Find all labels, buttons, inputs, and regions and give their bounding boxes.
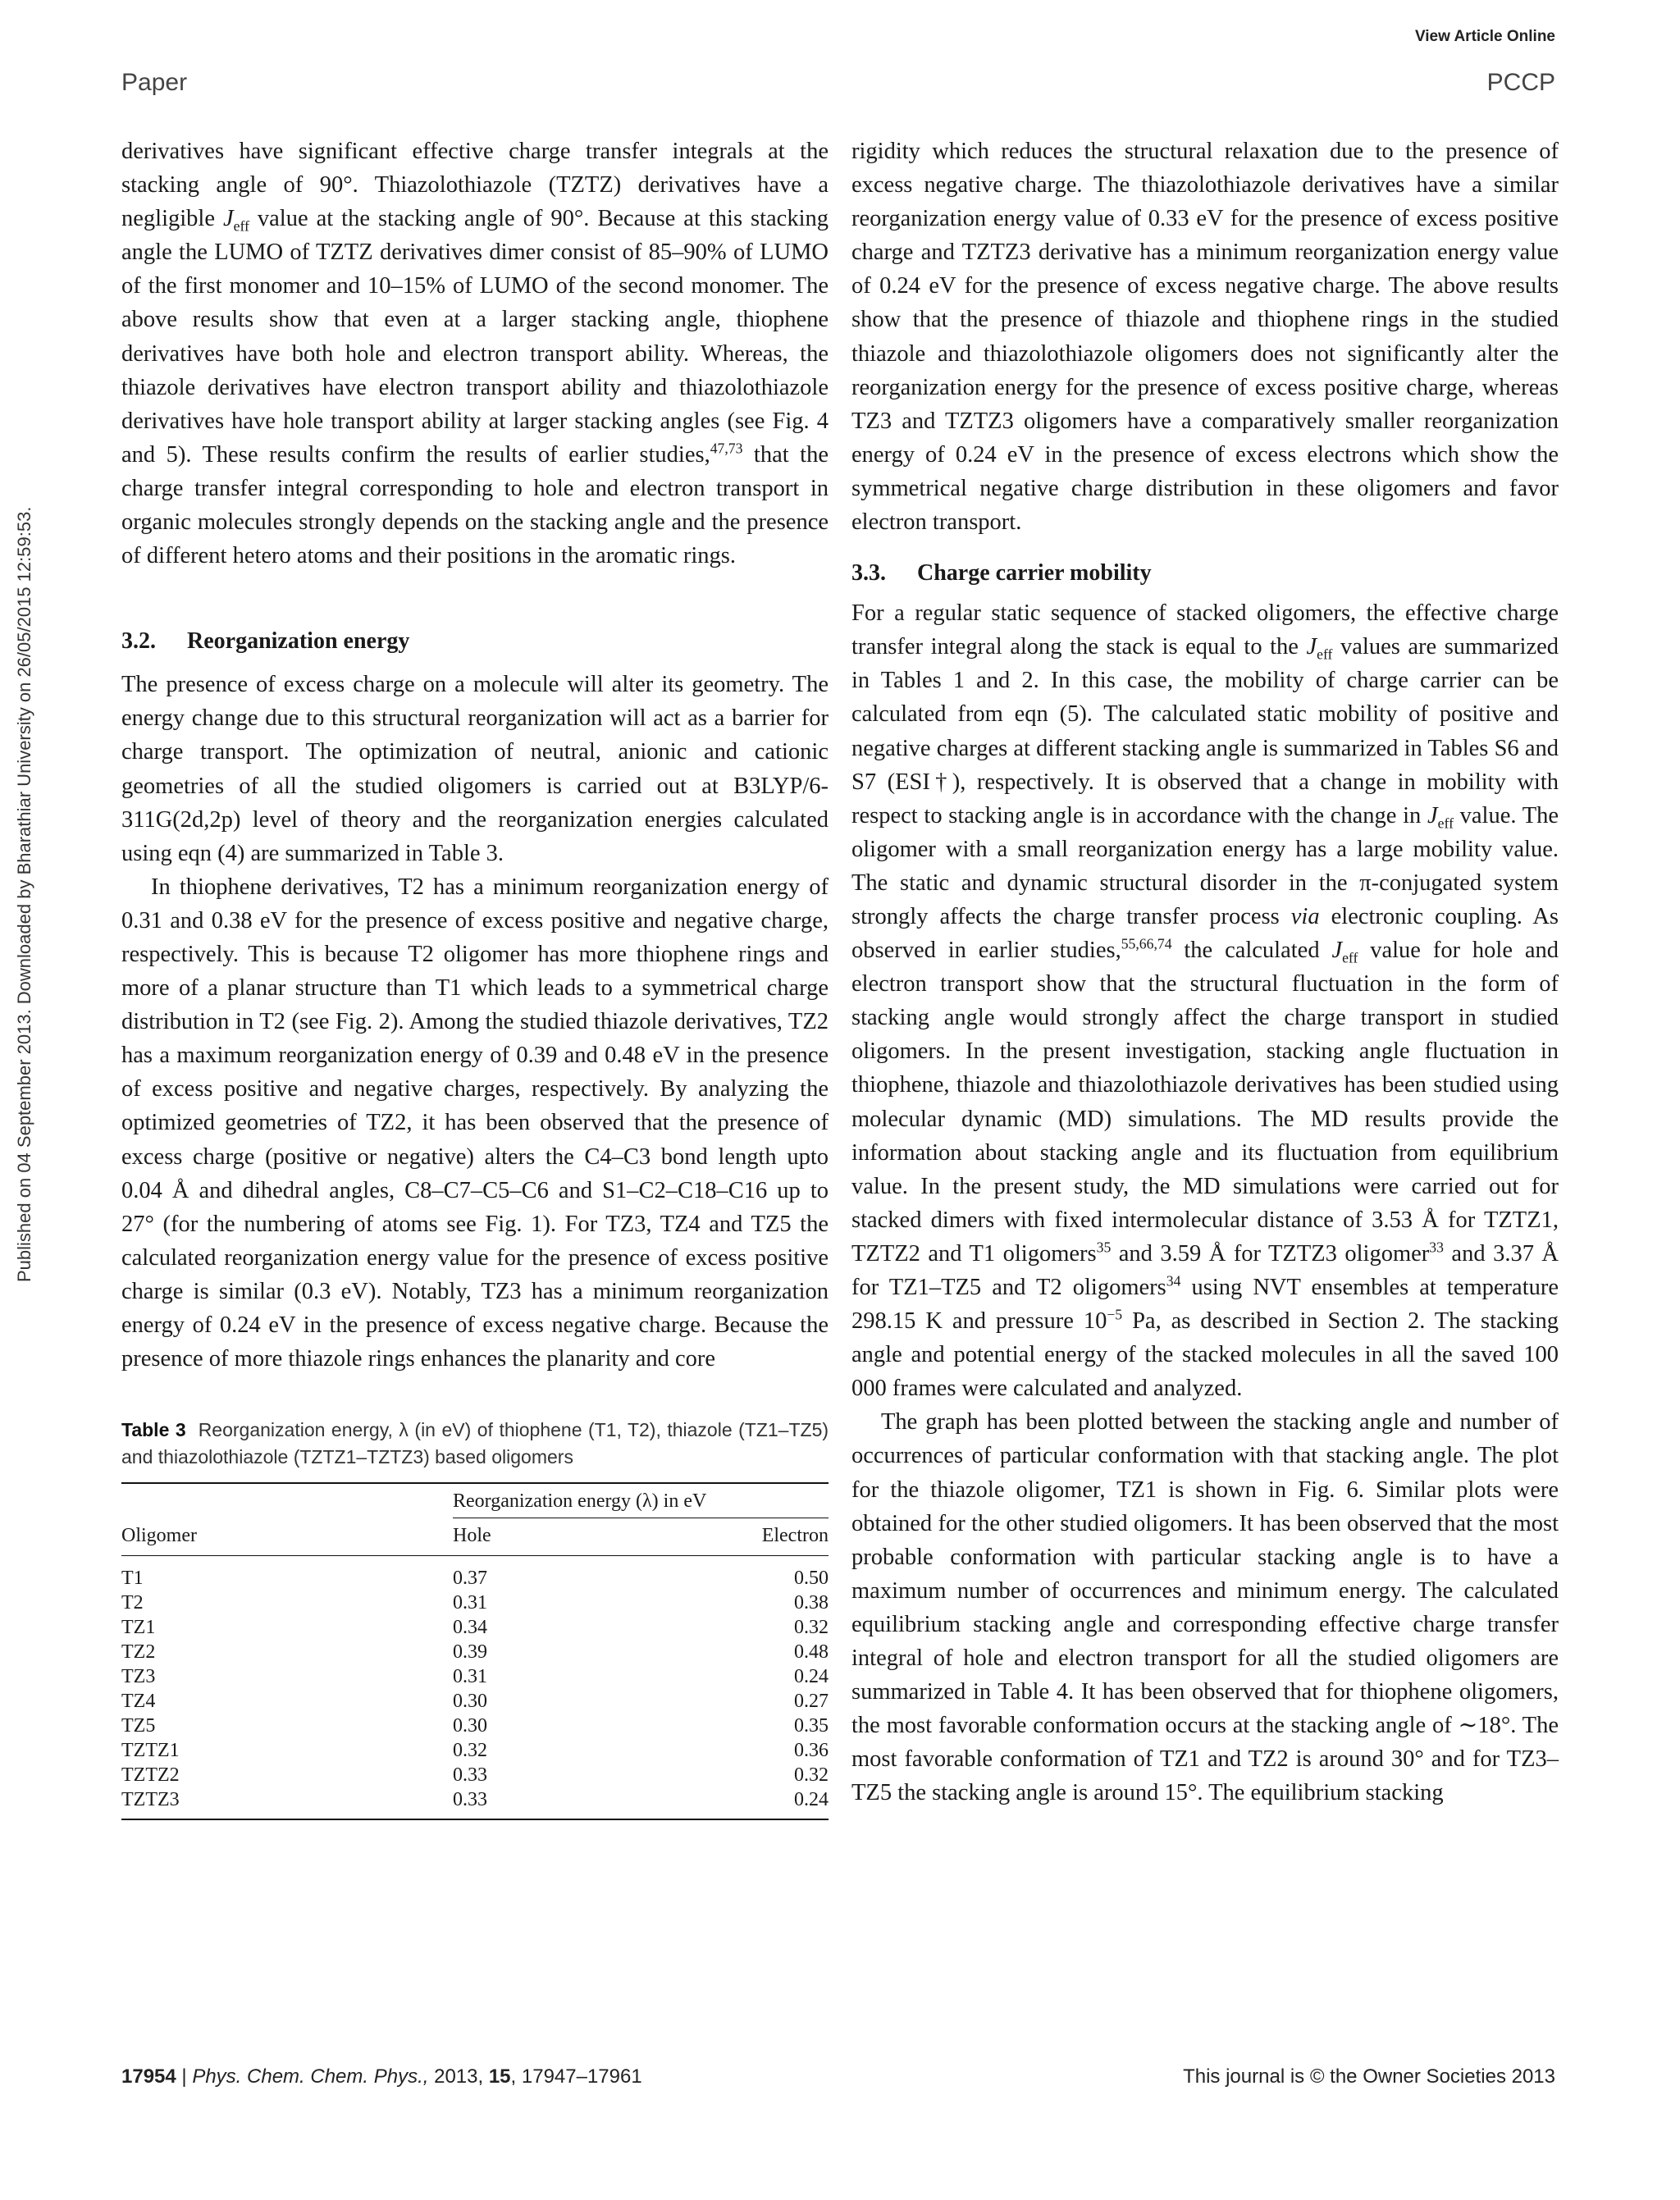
table-row <box>121 1591 829 1615</box>
cell-hole: 0.31 <box>453 1666 487 1688</box>
cell-electron: 0.32 <box>794 1764 829 1787</box>
cell-electron: 0.35 <box>794 1715 829 1737</box>
col-header-electron: Electron <box>761 1525 829 1547</box>
table-row <box>121 1664 829 1689</box>
table-row <box>121 1763 829 1787</box>
cell-oligomer: TZ1 <box>121 1617 156 1639</box>
section-heading-3-2: 3.2. Reorganization energy <box>121 628 410 655</box>
right-paragraph-1: rigidity which reduces the structural relaxation due to the presence of excess negative charge. The thiazolothiazole derivatives have a similar reorganization energy value of 0.33 eV for the presence of excess positive charge and TZTZ3 derivative has a minimum reorganization energy value of 0.24 eV for the presence of excess negative charge. The above results show that the presence of thiazole and thiophene rings in the studied thiazole and thiazolothiazole oligomers does not significantly alter the reorganization energy for the presence of excess positive charge, whereas TZ3 and TZTZ3 oligomers have a comparatively smaller reorganization energy of 0.24 eV in the presence of excess electrons which show the symmetrical negative charge distribution in these oligomers and favor electron transport. <box>851 139 1559 536</box>
cell-hole: 0.30 <box>453 1691 487 1713</box>
running-head-journal: PCCP <box>1486 69 1555 96</box>
citation[interactable]: 55,66,74 <box>1121 935 1172 952</box>
cell-electron: 0.50 <box>794 1568 829 1590</box>
cell-electron: 0.36 <box>794 1740 829 1762</box>
cell-oligomer: T1 <box>121 1568 144 1590</box>
cell-hole: 0.33 <box>453 1764 487 1787</box>
table-row <box>121 1640 829 1664</box>
cell-hole: 0.39 <box>453 1641 487 1664</box>
cell-hole: 0.37 <box>453 1568 487 1590</box>
cell-oligomer: T2 <box>121 1592 144 1614</box>
cell-electron: 0.32 <box>794 1617 829 1639</box>
cell-oligomer: TZ4 <box>121 1691 156 1713</box>
cell-oligomer: TZTZ3 <box>121 1789 180 1811</box>
section-heading-3-3: 3.3. Charge carrier mobility <box>851 560 1152 587</box>
cell-hole: 0.31 <box>453 1592 487 1614</box>
col-header-hole: Hole <box>453 1525 491 1547</box>
table-row <box>121 1738 829 1763</box>
cell-electron: 0.27 <box>794 1691 829 1713</box>
citation[interactable]: 47,73 <box>710 440 743 457</box>
table-3-caption: Table 3 Reorganization energy, λ (in eV) of thiophene (T1, T2), thiazole (TZ1–TZ5) and thiazolothiazole (TZTZ1–TZTZ3) based oligomers <box>121 1419 829 1468</box>
cell-hole: 0.34 <box>453 1617 487 1639</box>
right-column <box>851 135 1559 1810</box>
table-row <box>121 1787 829 1819</box>
left-paragraph-2: The presence of excess charge on a molecule will alter its geometry. The energy change due to this structural reorganization will act as a barrier for charge transport. The optimization of neutral, anionic and cationic geometries of all the studied oligomers is carried out at B3LYP/6-311G(2d,2p) level of theory and the reorganization energies calculated using eqn (4) are summarized in Table 3. <box>121 672 829 866</box>
citation[interactable]: 33 <box>1429 1239 1444 1256</box>
cell-oligomer: TZTZ1 <box>121 1740 180 1762</box>
citation[interactable]: 34 <box>1166 1272 1181 1289</box>
col-header-oligomer: Oligomer <box>121 1524 197 1546</box>
cell-oligomer: TZ2 <box>121 1641 156 1664</box>
table-row <box>121 1714 829 1738</box>
right-paragraph-2: For a regular static sequence of stacked oligomers, the effective charge transfer integral along the stack is equal to the $J_{eff}$ values are summarized in Tables 1 and 2. In this case, the mobility of charge carrier can be calculated from eqn (5). The calculated static mobility of positive and negative charges at different stacking angle is summarized in Tables S6 and S7 (ESI†), respectively. It is observed that a change in mobility with respect to stacking angle is in accordance with the change in $J_{eff}$ value. The oligomer with a small reorganization energy has a large mobility value. The static and dynamic structural disorder in the π-conjugated system strongly affects the charge transfer process via electronic coupling. As observed in earlier studies,$^{55,66,74}$ the calculated $J_{eff}$ value for hole and electron transport show that the structural fluctuation in the form of stacking angle would strongly affect the charge transport in studied oligomers. In the present investigation, stacking angle fluctuation in thiophene, thiazole and thiazolothiazole derivatives has been studied using molecular dynamic (MD) simulations. The MD results provide the information about stacking angle and its fluctuation from equilibrium value. In the present study, the MD simulations were carried out for stacked dimers with fixed intermolecular distance of 3.53 Å for TZTZ1, TZTZ2 and T1 oligomers$^{35}$ and 3.59 Å for TZTZ3 oligomer$^{33}$ and 3.37 Å for TZ1–TZ5 and T2 oligomers$^{34}$ using NVT ensembles at temperature 298.15 K and pressure $10^{-5}$ Pa, as described in Section 2. The stacking angle and potential energy of the stacked molecules in all the saved 100 000 frames were calculated and analyzed. <box>851 600 1559 1402</box>
table-row <box>121 1689 829 1714</box>
citation[interactable]: 35 <box>1096 1239 1112 1256</box>
footer-citation: 17954 | Phys. Chem. Chem. Phys., 2013, 15, 17947–17961 <box>121 2065 642 2088</box>
table-group-header: Reorganization energy (λ) in eV <box>453 1483 829 1518</box>
cell-oligomer: TZ3 <box>121 1666 156 1688</box>
left-paragraph-1: derivatives have significant effective charge transfer integrals at the stacking angle of 90°. Thiazolothiazole (TZTZ) derivatives have a negligible $J_{eff}$ value at the stacking angle of 90°. Because at this stacking angle the LUMO of TZTZ derivatives dimer consist of 85–90% of LUMO of the first monomer and 10–15% of LUMO of the second monomer. The above results show that even at a larger stacking angle, thiophene derivatives have both hole and electron transport ability. Whereas, the thiazole derivatives have electron transport ability and thiazolothiazole derivatives have hole transport ability at larger stacking angles (see Fig. 4 and 5). These results confirm the results of earlier studies,$^{47,73}$ that the charge transfer integral corresponding to hole and electron transport in organic molecules strongly depends on the stacking angle and the presence of different hetero atoms and their positions in the aromatic rings. <box>121 139 829 569</box>
cell-hole: 0.32 <box>453 1740 487 1762</box>
cell-electron: 0.24 <box>794 1666 829 1688</box>
left-paragraph-3: In thiophene derivatives, T2 has a minimum reorganization energy of 0.31 and 0.38 eV for the presence of excess positive and negative charge, respectively. This is because T2 oligomer has more thiophene rings and more of a planar structure than T1 which leads to a symmetrical charge distribution in T2 (see Fig. 2). Among the studied thiazole derivatives, TZ2 has a maximum reorganization energy of 0.39 and 0.48 eV in the presence of excess positive and negative charges, respectively. By analyzing the optimized geometries of TZ2, it has been observed that the presence of excess charge (positive or negative) alters the C4–C3 bond length upto 0.04 Å and dihedral angles, C8–C7–C5–C6 and S1–C2–C18–C16 up to 27° (for the numbering of atoms see Fig. 1). For TZ3, TZ4 and TZ5 the calculated reorganization energy value for the presence of excess positive charge is similar (0.3 eV). Notably, TZ3 has a minimum reorganization energy of 0.24 eV in the presence of excess negative charge. Because the presence of more thiazole rings enhances the planarity and core <box>121 874 829 1372</box>
table-row <box>121 1615 829 1640</box>
right-paragraph-3: The graph has been plotted between the stacking angle and number of occurrences of particular conformation with that stacking angle. The plot for the thiazole oligomer, TZ1 is shown in Fig. 6. Similar plots were obtained for the other studied oligomers. It has been observed that the most probable conformation with particular stacking angle is to have a maximum number of occurrences and minimum energy. The calculated equilibrium stacking angle and corresponding effective charge transfer integral of hole and electron transport for all the studied oligomers are summarized in Table 4. It has been observed that for thiophene oligomers, the most favorable conformation occurs at the stacking angle of ∼18°. The most favorable conformation of TZ1 and TZ2 is around 30° and for TZ3–TZ5 the stacking angle is around 15°. The equilibrium stacking <box>851 1409 1559 1806</box>
cell-electron: 0.38 <box>794 1592 829 1614</box>
view-article-online-link[interactable]: View Article Online <box>1414 28 1555 45</box>
cell-oligomer: TZTZ2 <box>121 1764 180 1787</box>
table-row <box>121 1556 829 1591</box>
cell-oligomer: TZ5 <box>121 1715 156 1737</box>
cell-electron: 0.24 <box>794 1789 829 1811</box>
cell-hole: 0.33 <box>453 1789 487 1811</box>
table-3 <box>121 1482 829 1820</box>
left-column <box>121 135 829 1820</box>
cell-electron: 0.48 <box>794 1641 829 1664</box>
publication-sidebar: Published on 04 September 2013. Downloaded by Bharathiar University on 26/05/2015 12:59:53. <box>14 506 34 1282</box>
footer-copyright: This journal is © the Owner Societies 2013 <box>1183 2065 1555 2088</box>
cell-hole: 0.30 <box>453 1715 487 1737</box>
running-head-paper: Paper <box>121 69 188 96</box>
